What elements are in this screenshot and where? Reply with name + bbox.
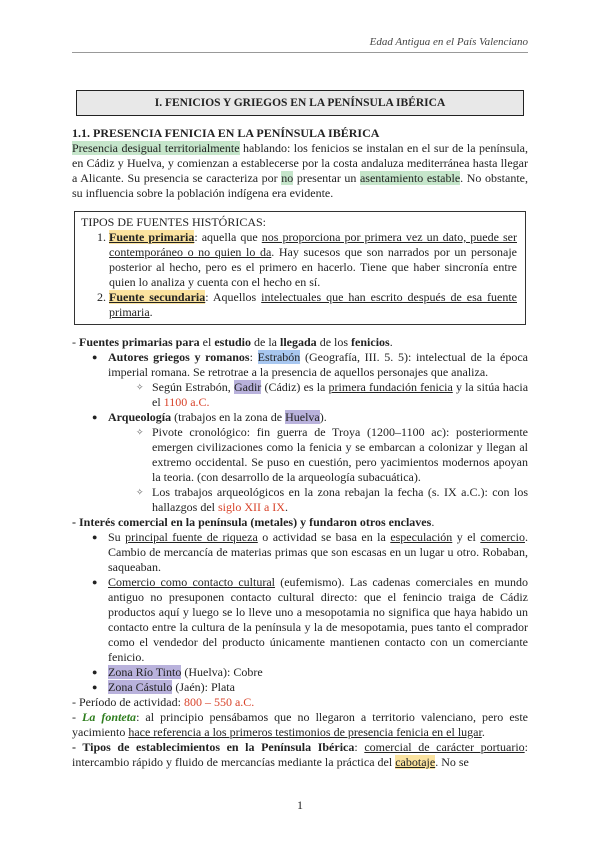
list-item-gadir (136, 380, 528, 410)
text-run: . Cambio de mercancía de materias primas que son escasas en un lugar u otro. Robaban, saqueaban. (108, 530, 528, 574)
text-run: : aquella que (194, 230, 262, 244)
date-red: 1100 a.C. (163, 395, 210, 409)
text-run: (Huelva): Cobre (181, 665, 263, 679)
chapter-title: I. FENICIOS Y GRIEGOS EN LA PENÍNSULA IBÉRICA (76, 90, 524, 116)
term-authors: Autores griegos y romanos (108, 350, 250, 364)
primary-sources-list (72, 350, 528, 515)
text-run: - Período de actividad: (72, 695, 184, 709)
text-run: . (481, 725, 485, 739)
highlight-no: no (281, 171, 294, 185)
text-run: : Aquellos (205, 290, 262, 304)
sources-box-title: TIPOS DE FUENTES HISTÓRICAS: (81, 215, 267, 229)
text-run: o actividad se basa en la (257, 530, 391, 544)
commercial-heading (72, 515, 528, 530)
text-run: Fuentes primarias para (79, 335, 200, 349)
highlight-huelva: Huelva (285, 410, 320, 424)
fonteta-paragraph (72, 710, 528, 740)
text-run: de los (316, 335, 352, 349)
term-establishments: - Tipos de establecimientos en la Península Ibérica (72, 740, 355, 754)
text-run: y la sitúa hacia el (152, 380, 529, 409)
highlight-cabotaje: cabotaje (395, 755, 436, 769)
text-run: estudio (214, 335, 252, 349)
text-run: : (249, 350, 258, 364)
underlined-definition: intelectuales que han escrito después de esa fuente primaria (109, 290, 517, 319)
term-primary-source: Fuente primaria (109, 230, 195, 244)
text-run: y el (452, 530, 481, 544)
page-number: 1 (297, 798, 303, 812)
list-item-wealth (92, 530, 528, 575)
text-run: : (354, 740, 365, 754)
sublist-authors (108, 380, 528, 410)
text-run: . (284, 500, 288, 514)
list-item-works (136, 485, 528, 515)
underlined-text: hace referencia a los primeros testimonios de presencia fenicia en el lugar (128, 725, 482, 739)
period-value: 800 – 550 a.C. (183, 695, 255, 709)
list-item-pivot: ✧ Pivote cronológico: fin guerra de Troya (1200–1100 ac): posteriormente emergen civilizaciones como la fenicia y se embarcan a colonizar y llegan al extremo occidental. Se puso en cuestión, pero yacimientos modernos apoyan la teoria. (con desarrollo de la arqueología subacuática). (136, 425, 528, 485)
list-item-cultural-contact (92, 575, 528, 665)
document-body (72, 126, 528, 770)
sources-list (81, 230, 517, 320)
commercial-list (72, 530, 528, 695)
text-run: Los trabajos arqueológicos en la zona rebajan la fecha (s. IX a.C.): con los hallazgos del (152, 485, 528, 514)
text-run: . Hay sucesos que son narrados por un personaje posterior al hecho, pero es el primero en hacerlo. Tiene que haber sincronía entre quien lo analiza y cuenta con el hecho en sí. (109, 245, 517, 289)
text-run: Según Estrabón, (152, 380, 234, 394)
highlight-estrabon: Estrabón (257, 350, 301, 364)
text-run: (eufemismo). Las cadenas comerciales en mundo antiguo no presuponen contacto cultural directo: que el fenincio traiga de Cádiz productos aquí y luego se lo lleve uno a mesopotamia no significa que haya habido un contacto entre la cultura de la península y la de mesopotamia, pues tanto el comprador como el vendedor del producto únicamente mantienen contacto con un comerciante fenicio. (108, 575, 528, 664)
highlight-gadir: Gadir (233, 380, 262, 394)
source-item-primary (109, 230, 517, 290)
sublist-archaeology (108, 425, 528, 515)
text-run: llegada (280, 335, 317, 349)
activity-period (72, 695, 528, 710)
term-secondary-source: Fuente secundaria (109, 290, 206, 304)
text-run: . (149, 305, 153, 319)
highlight-rio-tinto: Zona Río Tinto (108, 665, 182, 679)
text-run: - Interés comercial en la península (metales) y fundaron otros enclaves (72, 515, 432, 529)
term-fonteta: La fonteta (82, 710, 137, 724)
dash: - (72, 710, 83, 724)
underlined-text: Comercio como contacto cultural (108, 575, 275, 589)
underlined-text: especulación (390, 530, 453, 544)
text-run: . No se (435, 755, 469, 769)
underlined-definition: nos proporciona por primera vez un dato, puede ser contemporáneo o no quien lo da (109, 230, 517, 259)
text-run: (Jaén): Plata (172, 680, 235, 694)
intro-paragraph (72, 141, 528, 201)
highlight-presence: Presencia desigual territorialmente (72, 141, 240, 155)
establishments-paragraph (72, 740, 528, 770)
date-red: siglo XII a IX (217, 500, 285, 514)
term-archaeology: Arqueología (108, 410, 172, 424)
text-run: el (199, 335, 215, 349)
text-run: : al principio pensábamos que no llegaron a territorio valenciano, pero este yacimiento (72, 710, 528, 739)
text-run: ). (319, 410, 327, 424)
section-heading: 1.1. PRESENCIA FENICIA EN LA PENÍNSULA IBÉRICA (72, 126, 380, 140)
text-run: (Geografía, III. 5. 5): intelectual de la época imperial romana. Se retrotrae a la presencia de aquellos personajes que analiza. (108, 350, 529, 379)
header-rule (72, 52, 528, 53)
highlight-castulo: Zona Cástulo (108, 680, 173, 694)
text-run: . No obstante, su influencia sobre la población indígena era evidente. (72, 171, 528, 200)
highlight-settlement: asentamiento estable (359, 171, 461, 185)
text-run: . (431, 515, 435, 529)
text-run: . (389, 335, 393, 349)
text-run: (trabajos en la zona de (171, 410, 286, 424)
text-run: presentar un (293, 171, 360, 185)
underlined-text: comercio (480, 530, 525, 544)
dash: - (72, 335, 79, 349)
text-run: de la (251, 335, 281, 349)
text-run: : intercambio rápido y fluido de mercancías mediante la práctica del (72, 740, 529, 769)
primary-sources-heading (72, 335, 528, 350)
sources-box (74, 211, 526, 325)
text-run: hablando: los fenicios se instalan en el sur de la península, en Cádiz y Huelva, y comienzan a establecerse por la costa andaluza mediterránea hasta llegar a Alicante. Su presencia se caracteriza por (72, 141, 528, 185)
underlined-text: primera fundación fenicia (328, 380, 453, 394)
list-item-castulo (92, 680, 528, 695)
text-run: (Cádiz) es la (261, 380, 329, 394)
list-item-archaeology (92, 410, 528, 515)
text-run: fenicios (351, 335, 390, 349)
underlined-text: comercial de carácter portuario (364, 740, 525, 754)
list-item-authors (92, 350, 528, 410)
source-item-secondary (109, 290, 517, 320)
running-header: Edad Antigua en el País Valenciano (369, 36, 528, 48)
list-item-rio-tinto (92, 665, 528, 680)
underlined-text: principal fuente de riqueza (125, 530, 258, 544)
text-run: Su (108, 530, 126, 544)
